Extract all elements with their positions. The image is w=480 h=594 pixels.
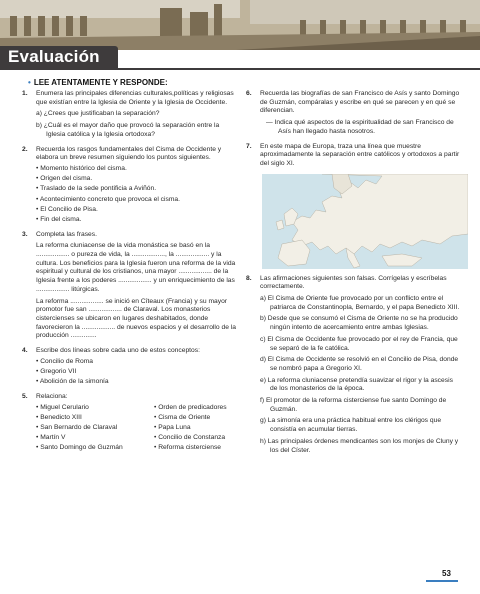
question-8 [246, 275, 462, 456]
question-list [36, 358, 238, 387]
list-item: • Traslado de la sede pontificia a Aviñón. [36, 185, 238, 194]
page-title: Evaluación [8, 47, 100, 66]
statement-h: h) Las principales órdenes mendicantes son los monjes de Cluny y los del Císter. [260, 437, 459, 454]
list-item: • Acontecimiento concreto que provoca el cisma. [36, 196, 238, 205]
match-right-item: • Reforma cisterciense [154, 444, 254, 453]
title-bar [0, 46, 118, 70]
title-divider [118, 68, 480, 70]
list-item: • Gregorio VII [36, 368, 238, 377]
statement-a: a) El Cisma de Oriente fue provocado por un conflicto entre el patriarca de Constantinopla, Bernardo, y el papa Benedicto XIII. [260, 295, 460, 311]
match-right-item: • Papa Luna [154, 424, 254, 433]
europe-map[interactable] [262, 174, 468, 269]
list-item: • Fin del cisma. [36, 216, 238, 225]
question-1 [22, 90, 238, 140]
bullet-icon: • [28, 78, 31, 87]
list-item: • Origen del cisma. [36, 175, 238, 184]
question-7 [246, 143, 462, 269]
question-number: 7. [246, 142, 252, 150]
page-number-underline [426, 580, 458, 582]
match-left-item: • Martín V [36, 434, 154, 443]
question-number: 4. [22, 347, 28, 355]
list-item: • El Concilio de Pisa. [36, 206, 238, 215]
match-right-item: • Orden de predicadores [154, 404, 254, 413]
statement-c: c) El Cisma de Occidente fue provocado por el rey de Francia, que se separó de la fe católica. [260, 335, 458, 352]
statement-e: e) La reforma cluniacense pretendía suavizar el rigor y la ascesis de los monasterios de la época. [260, 376, 453, 393]
list-item: • Concilio de Roma [36, 358, 238, 367]
match-left-item: • Benedicto XIII [36, 414, 154, 423]
question-sub-a: a) ¿Crees que justificaban la separación? [36, 110, 160, 118]
matching-grid [36, 404, 238, 455]
statement-f: f) El promotor de la reforma cisterciense fue santo Domingo de Guzmán. [260, 397, 447, 413]
fill-in-paragraph-2: La reforma .................. se inició en Cîteaux (Francia) y su mayor promotor fue san .................. de Claraval. Los monasterios cistercienses se ubicaron en lugares deshabitados, donde favorecieron la .................. de nuevos espacios y el desarrollo de la producción .............. [36, 297, 236, 340]
match-right-item: • Concilio de Constanza [154, 434, 254, 443]
match-left-item: • San Bernardo de Claraval [36, 424, 154, 433]
question-number: 2. [22, 145, 28, 153]
question-text: Enumera las principales diferencias culturales,políticas y religiosas que existían entre la Iglesia de Oriente y la Iglesia de Occidente. [36, 90, 234, 106]
question-text: Las afirmaciones siguientes son falsas. Corrígelas y escríbelas correctamente. [260, 274, 447, 291]
statement-g: g) La simonía era una práctica habitual entre los clérigos que consistía en acumular tierras. [260, 417, 442, 434]
question-text: Recuerda los rasgos fundamentales del Cisma de Occidente y elabora un breve resumen siguiendo los puntos siguientes. [36, 145, 222, 162]
question-4 [22, 347, 238, 387]
match-left-item: • Santo Domingo de Guzmán [36, 444, 154, 453]
century-label: XI. [286, 159, 295, 167]
question-sub: — Indica qué aspectos de la espiritualidad de san Francisco de Asís han llegado hasta nosotros. [266, 119, 454, 135]
question-number: 8. [246, 274, 252, 282]
question-number: 5. [22, 392, 28, 400]
question-6 [246, 90, 462, 137]
fill-in-paragraph-1: La reforma cluniacense de la vida monástica se basó en la .................. o pureza de vida, la .................., la .................. y la cultura. Los beneficios para la Iglesia fueron una reforma de la vida espiritual y cultural de los cristianos, una mayor .................. de la Iglesia frente a los poderes .................. y un enriquecimiento de las .................. litúrgicas. [36, 242, 236, 293]
list-item: • Abolición de la simonía [36, 378, 238, 387]
question-text: Recuerda las biografías de san Francisco de Asís y santo Domingo de Guzmán, compáralas y escribe en qué se parecen y en qué se diferencian. [260, 90, 460, 115]
section-heading-text: LEE ATENTAMENTE Y RESPONDE: [33, 78, 168, 87]
question-text [260, 143, 462, 169]
question-text: Completa las frases. [36, 230, 97, 238]
question-number: 3. [22, 230, 28, 238]
section-heading [28, 78, 168, 87]
right-column [246, 90, 462, 461]
question-number: 1. [22, 90, 28, 97]
question-sub-b: b) ¿Cuál es el mayor daño que provocó la separación entre la Iglesia católica y la Iglesia ortodoxa? [36, 122, 220, 138]
question-3 [22, 231, 238, 341]
page-number: 53 [442, 569, 451, 578]
match-right-item: • Cisma de Oriente [154, 414, 254, 423]
question-2 [22, 146, 238, 225]
question-text: Escribe dos líneas sobre cada uno de estos conceptos: [36, 347, 200, 355]
question-text-body: En este mapa de Europa, traza una línea que muestre aproximadamente la separación entre católicos y ortodoxos a partir del siglo [260, 142, 460, 167]
match-left-item: • Miguel Cerulario [36, 404, 154, 413]
statement-b: b) Desde que se consumó el Cisma de Oriente no se ha producido ningún intento de acercamiento entre ambas Iglesias. [260, 315, 458, 332]
list-item: • Momento histórico del cisma. [36, 165, 238, 174]
question-number: 6. [246, 90, 252, 97]
question-list [36, 165, 238, 225]
header-photo [0, 0, 480, 50]
statement-d: d) El Cisma de Occidente se resolvió en el Concilio de Pisa, donde se nombró papa a Gregorio XI. [260, 356, 459, 372]
question-5 [22, 393, 238, 455]
question-text: Relaciona: [36, 392, 68, 400]
left-column [22, 90, 238, 461]
